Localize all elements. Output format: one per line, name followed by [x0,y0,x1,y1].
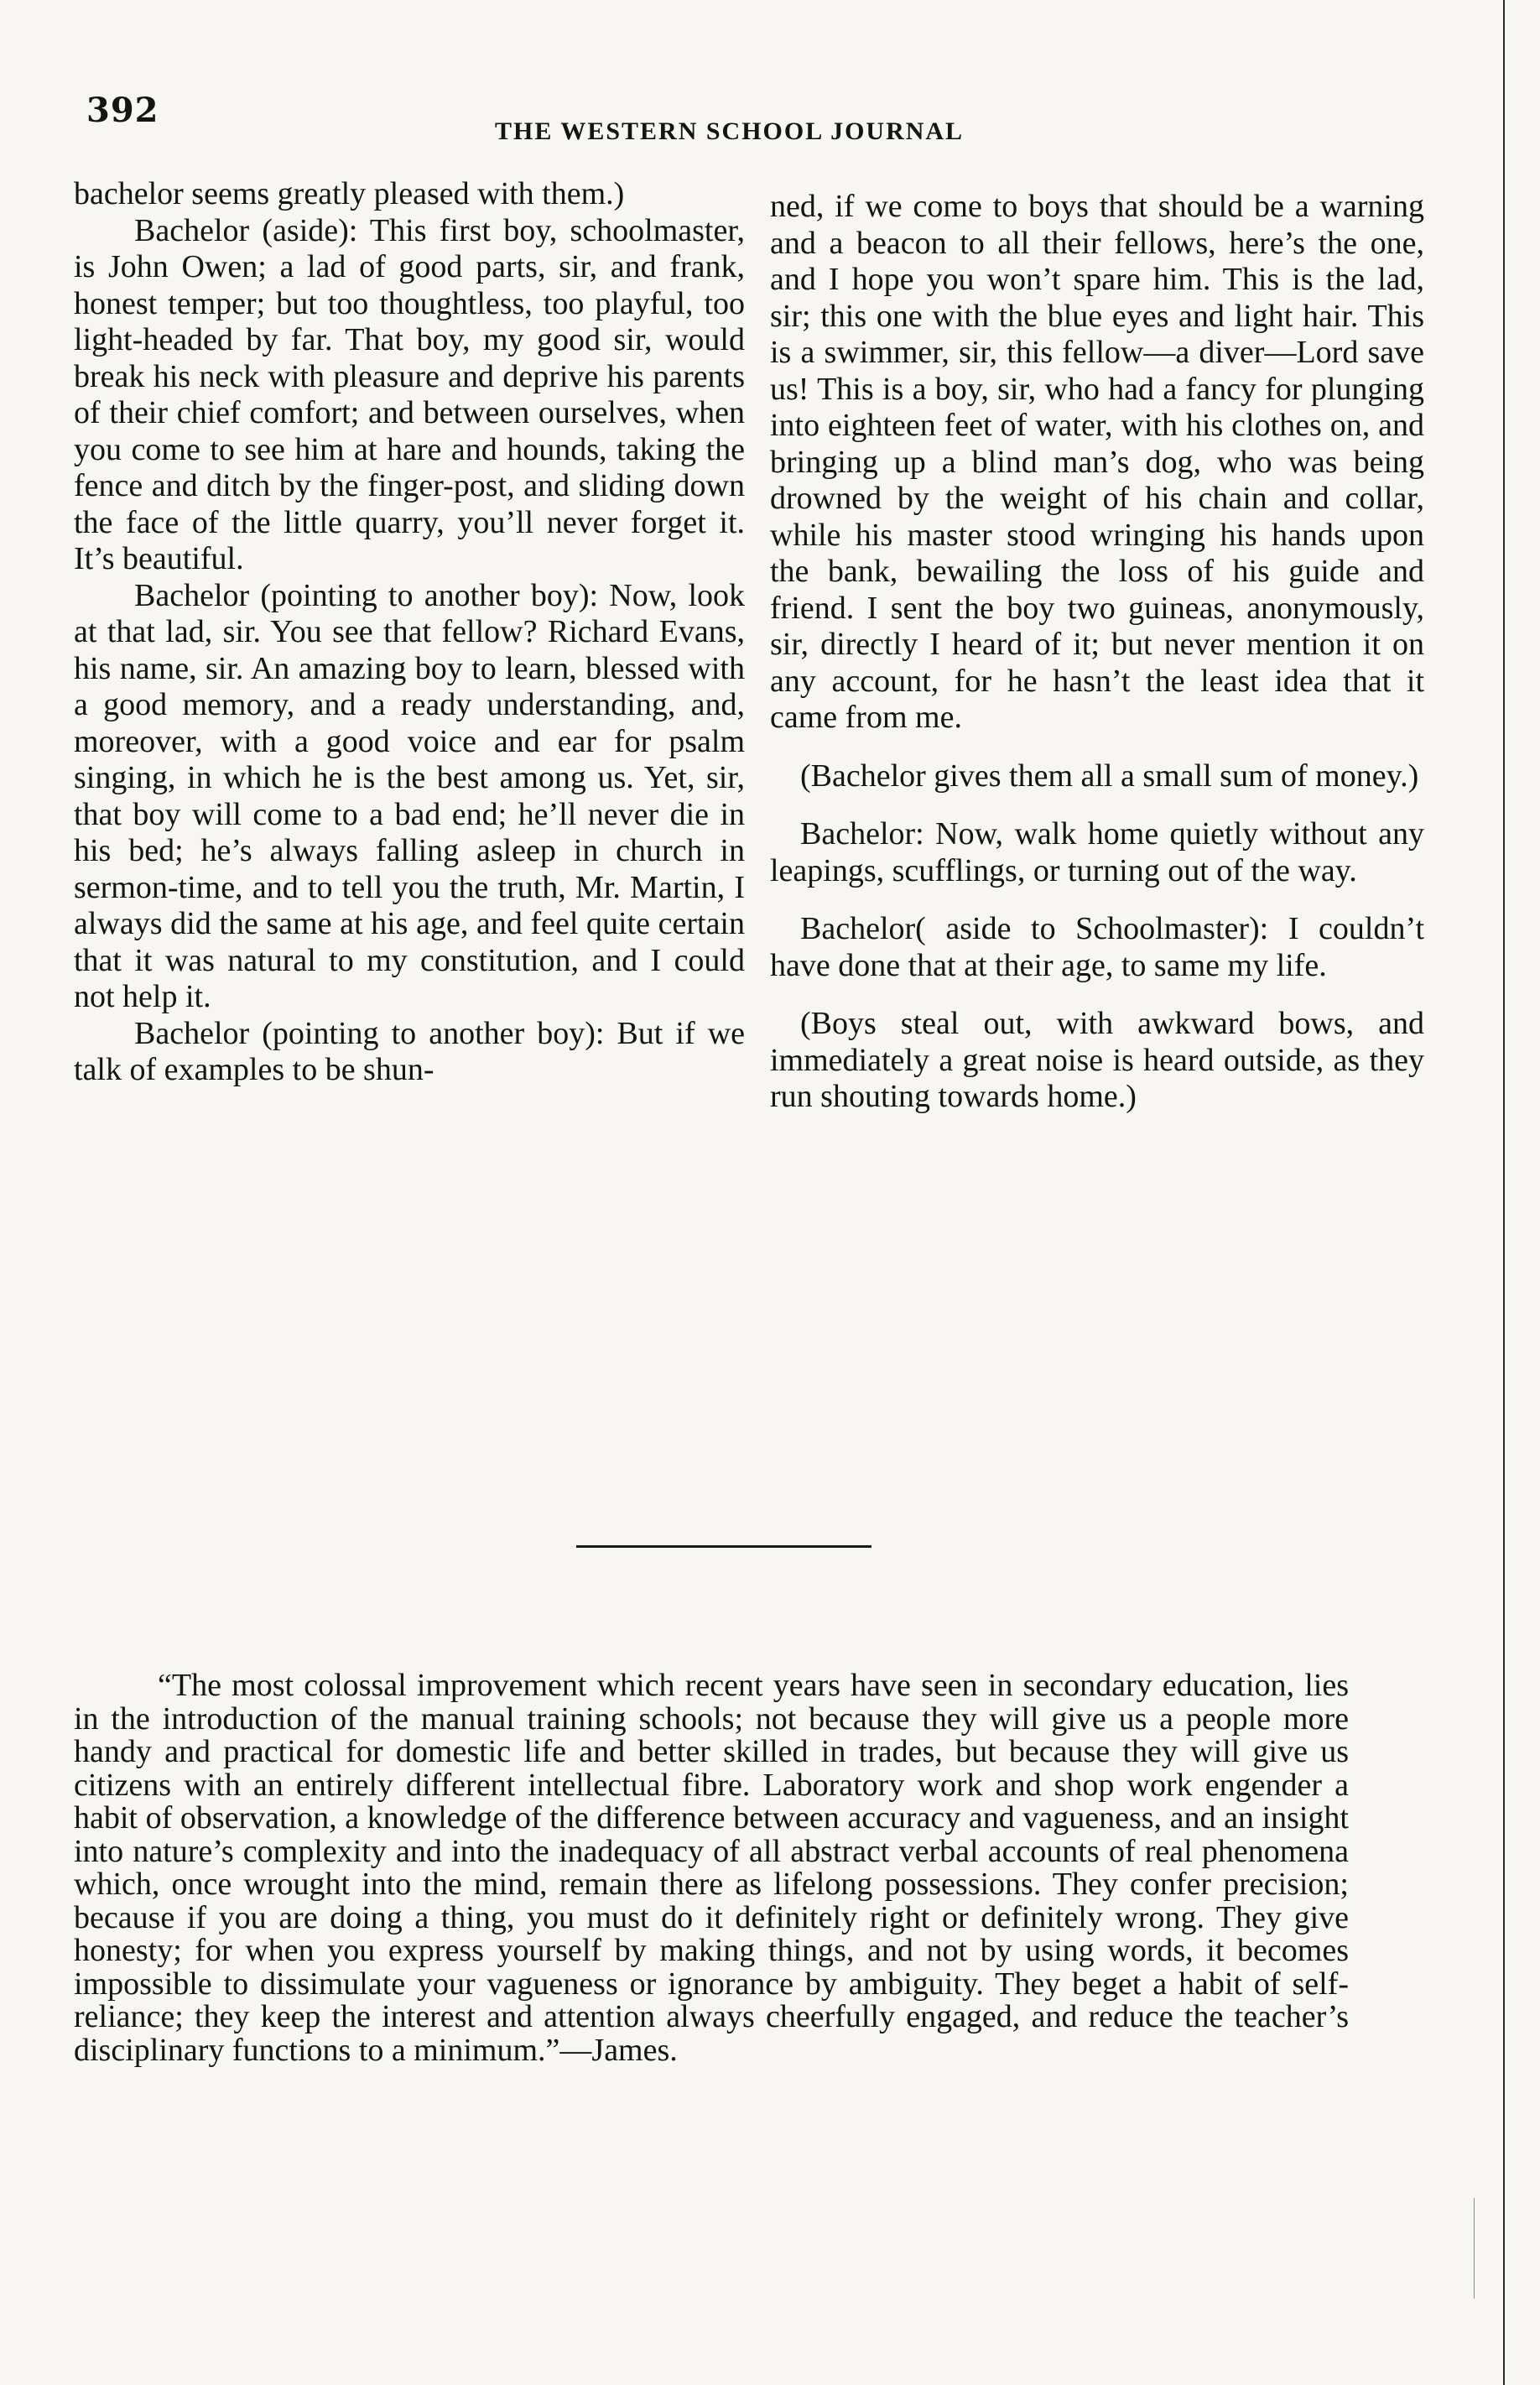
page-edge-line [1503,0,1505,2385]
quote-text: “The most colossal improvement which recent years have seen in secondary education, lies in the introduction of the manual training schools; not because they will give us a people more handy and practical for domestic life and better skilled in trades, but because they will give us citizens with an entirely different intellectual fibre. Laboratory work and shop work engender a habit of observation, a knowledge of the difference between accuracy and vagueness, and an insight into nature’s complexity and into the inadequacy of all abstract verbal accounts of real phenomena which, once wrought into the mind, remain there as lifelong possessions. They confer precision; because if you are doing a thing, you must do it definitely right or definitely wrong. They give honesty; for when you express yourself by making things, and not by using words, it becomes impossible to dissimulate your vagueness or ignorance by ambiguity. They beget a habit of self-reliance; they keep the interest and attention always cheerfully engaged, and reduce the teacher’s disciplinary functions to a minimum.”—James. [74,1668,1349,2068]
paragraph: ned, if we come to boys that should be a warning and a beacon to all their fellows, here’s the one, and I hope you won’t spare him. This is the lad, sir; this one with the blue eyes and light hair. This is a swimmer, sir, this fellow—a diver—Lord save us! This is a boy, sir, who had a fancy for plunging into eighteen feet of water, with his clothes on, and bringing up a blind man’s dog, who was being drowned by the weight of his chain and collar, while his master stood wringing his hands upon the bank, bewailing the loss of his guide and friend. I sent the boy two guineas, anonymously, sir, directly I heard of it; but never mention it on any account, for he hasn’t the least idea that it came from me. [770,189,1424,735]
running-title: THE WESTERN SCHOOL JOURNAL [495,117,965,145]
section-divider [576,1545,871,1548]
paragraph: Bachelor: Now, walk home quietly without any leapings, scufflings, or turning out of the way. [770,816,1424,888]
left-column [74,176,745,1089]
stage-direction: (Bachelor gives them all a small sum of money.) [800,758,1419,794]
paragraph: Bachelor (pointing to another boy): Now, look at that lad, sir. You see that fellow? Richard Evans, his name, sir. An amazing boy to learn, blessed with a good memory, and a ready understanding, and, moreover, with a good voice and ear for psalm singing, in which he is the best among us. Yet, sir, that boy will come to a bad end; he’ll never die in his bed; he’s always falling asleep in church in sermon-time, and to tell you the truth, Mr. Martin, I always did the same at his age, and feel quite certain that it was natural to my constitution, and I could not help it. [74,577,745,1014]
page-number: 392 [86,91,159,130]
block-quote [74,1669,1349,2067]
stage-direction: (Boys steal out, with awkward bows, and immediately a great noise is heard outside, as they run shouting towards home.) [770,1006,1424,1114]
right-column [770,189,1424,1116]
paragraph: Bachelor (aside): This first boy, schoolmaster, is John Owen; a lad of good parts, sir, and frank, honest temper; but too thoughtless, too playful, too light-headed by far. That boy, my good sir, would break his neck with pleasure and deprive his parents of their chief comfort; and between ourselves, when you come to see him at hare and hounds, taking the fence and ditch by the finger-post, and sliding down the face of the little quarry, you’ll never forget it. It’s beautiful. [74,212,745,576]
paragraph: Bachelor( aside to Schoolmaster): I couldn’t have done that at their age, to same my life. [770,911,1424,983]
paragraph: Bachelor (pointing to another boy): But if we talk of examples to be shun- [74,1015,745,1087]
paragraph: bachelor seems greatly pleased with them.) [74,176,625,211]
page-edge-mark [1474,2198,1475,2299]
